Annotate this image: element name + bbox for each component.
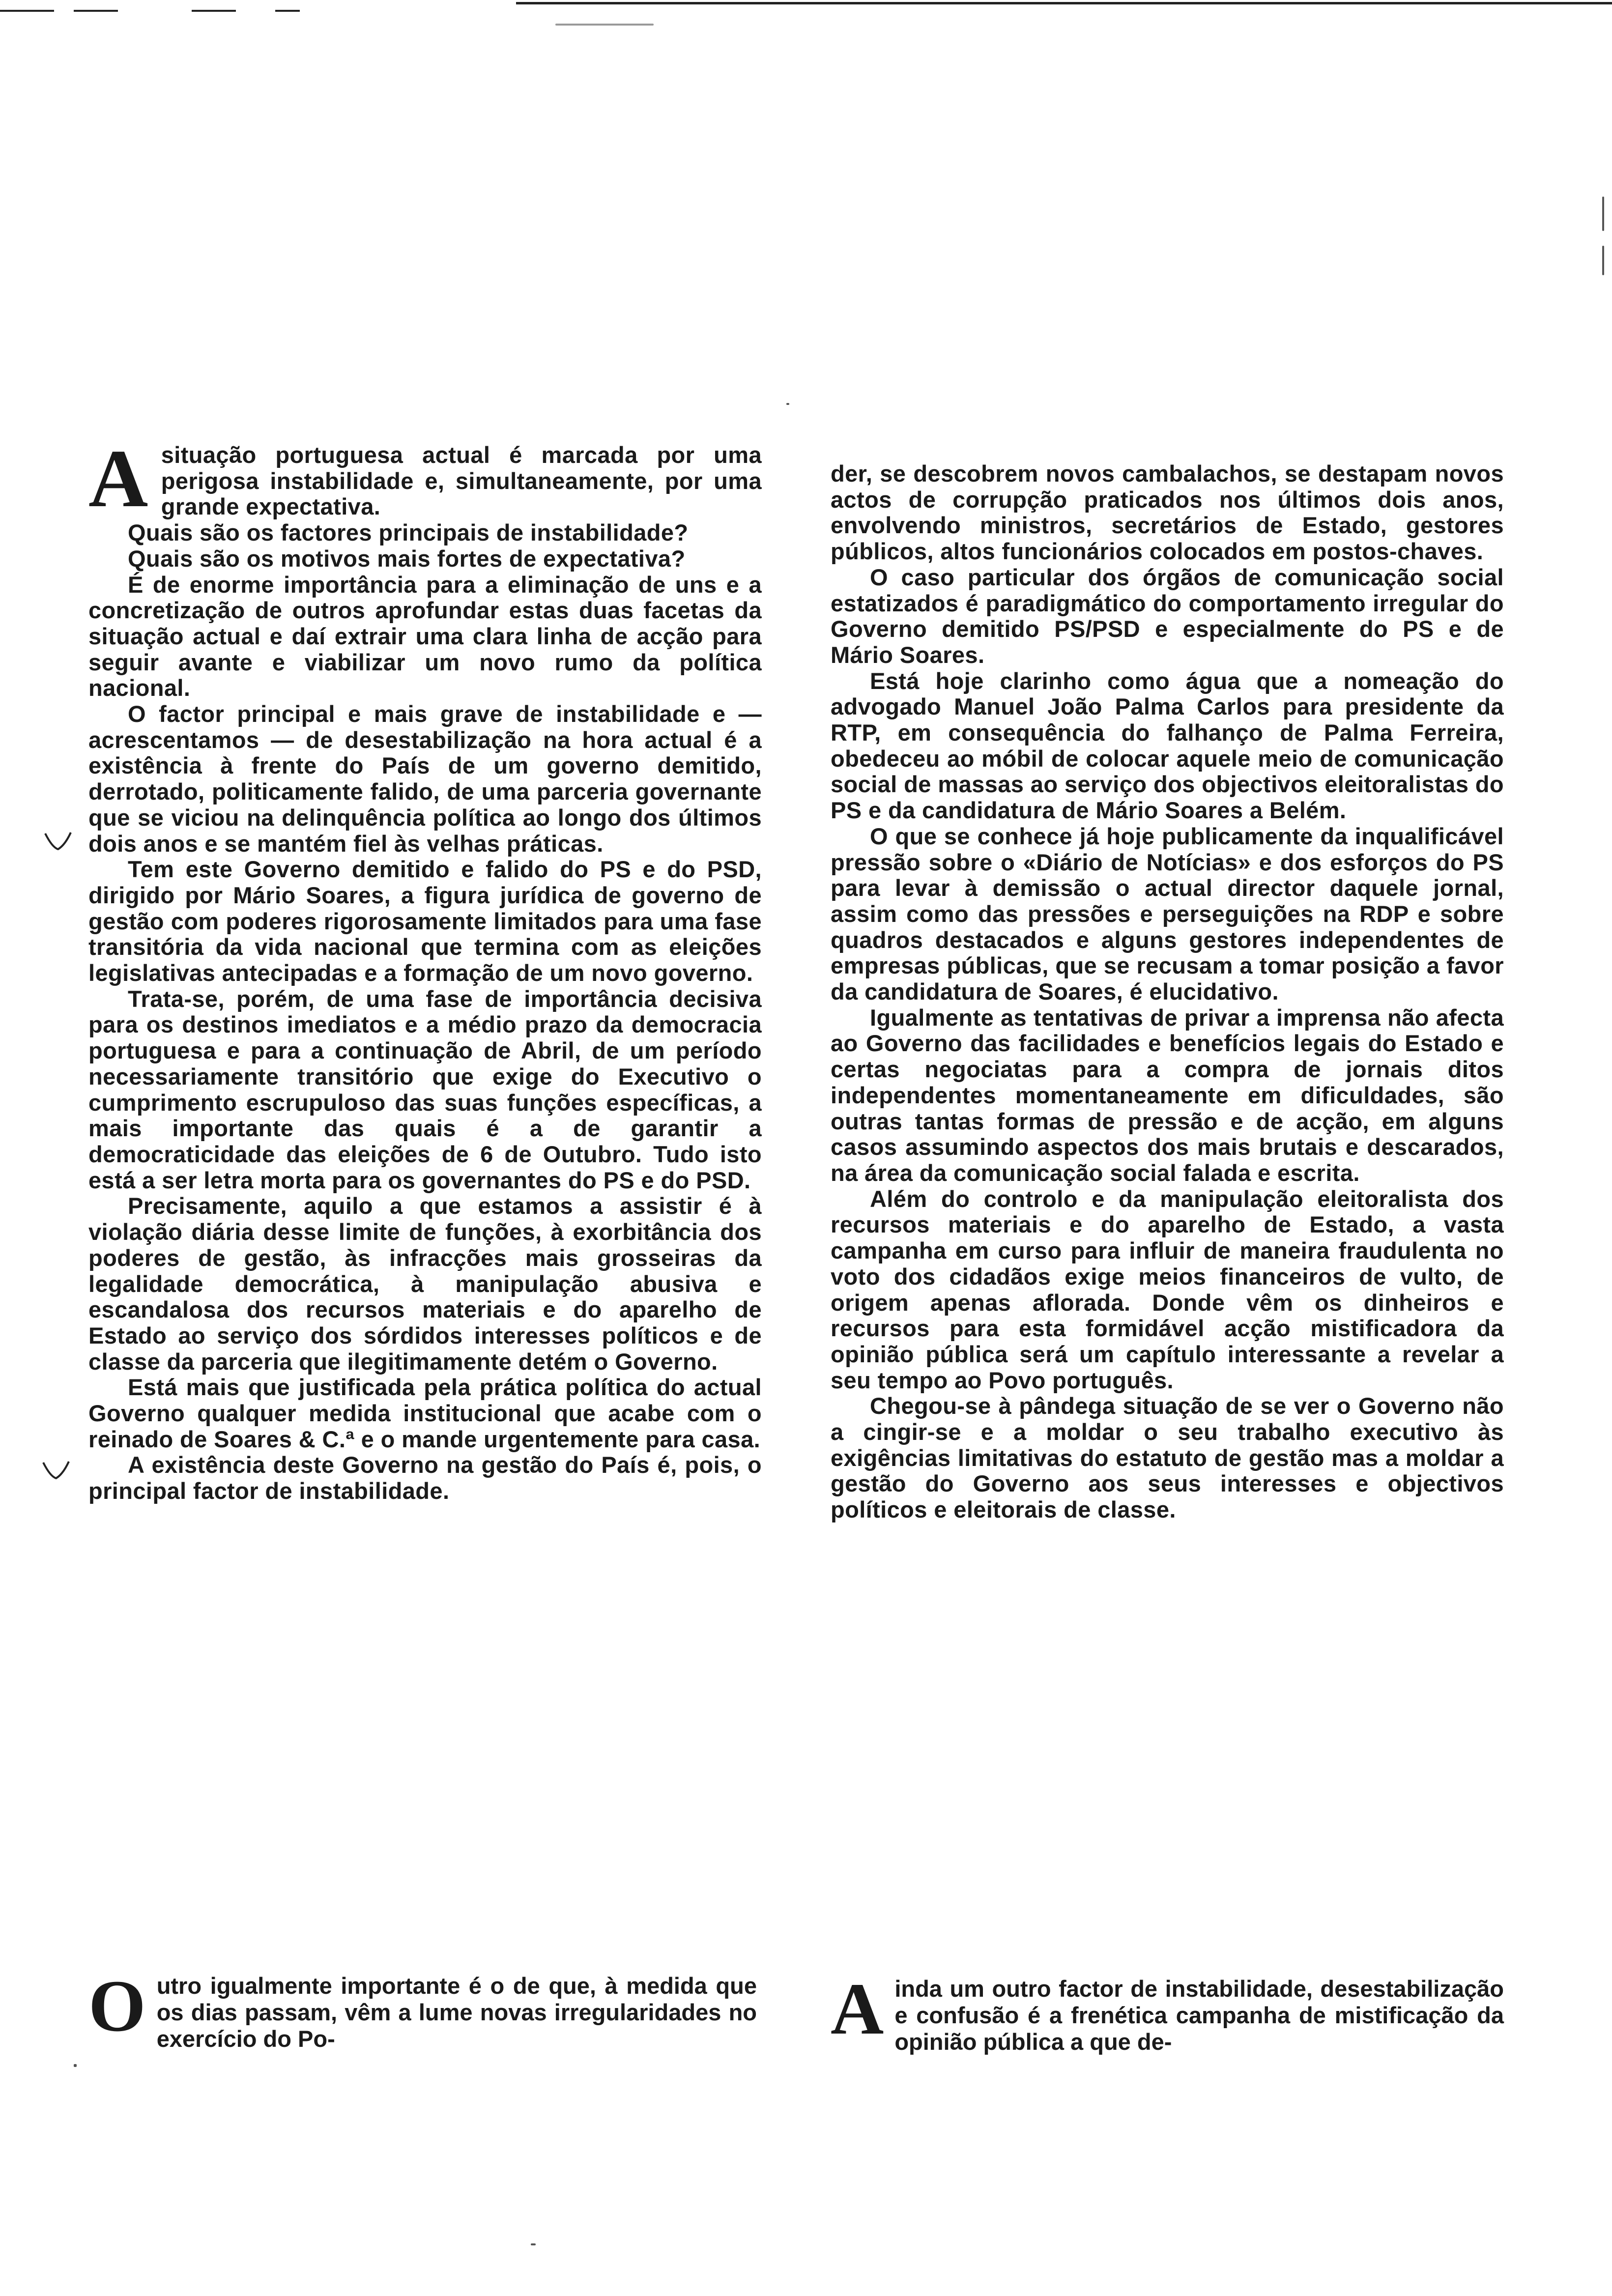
article-right-column (831, 461, 1504, 1523)
paragraph: der, se descobrem novos cambalachos, se destapam novos actos de corrupção praticados nos últimos dois anos, envolvendo ministros, secretários de Estado, gestores públicos, altos funcionários colocados em postos-chaves. (831, 460, 1504, 565)
paragraph: Chegou-se à pândega situação de se ver o Governo não a cingir-se e a moldar o seu trabalho executivo às exigências limitativas do estatuto de gestão mas a moldar a gestão do Governo aos seus interesses e objectivos políticos e eleitorais de classe. (831, 1393, 1504, 1523)
scan-edge-line (275, 10, 300, 12)
paragraph: A existência deste Governo na gestão do País é, pois, o principal factor de instabilidade. (88, 1452, 762, 1504)
paragraph: O caso particular dos órgãos de comunicação social estatizados é paradigmático do comportamento irregular do Governo demitido PS/PSD e especialmente do PS e de Mário Soares. (831, 564, 1504, 668)
scan-speck (74, 2064, 77, 2067)
paragraph: situação portuguesa actual é marcada por uma perigosa instabilidade e, simultaneamente, por uma grande expectativa. (161, 442, 762, 520)
scan-speck (1602, 197, 1604, 231)
article-left-column (88, 433, 762, 1504)
scan-edge-line (0, 10, 54, 12)
paragraph: Além do controlo e da manipulação eleitoralista dos recursos materiais e do aparelho de Estado, a vasta campanha em curso para influir de maneira fraudulenta no voto dos cidadãos exige meios financeiros de vulto, de origem apenas aflorada. Donde vêm os dinheiros e recursos para esta formidável acção mistificadora da opinião pública será um capítulo interessante a revelar a seu tempo ao Povo português. (831, 1185, 1504, 1393)
paragraph: Quais são os factores principais de instabilidade? (128, 519, 689, 546)
dropcap: A (831, 1968, 884, 2050)
dropcap: A (88, 433, 148, 524)
paragraph: inda um outro factor de instabilidade, desestabilização e confusão é a frenética campanha de mistificação da opinião pública a que de- (894, 1976, 1504, 2055)
dropcap: O (88, 1965, 146, 2047)
margin-check-mark-icon (43, 831, 73, 852)
scan-edge-line (74, 10, 118, 12)
section-start-left (88, 1965, 757, 2052)
scan-speck (786, 403, 789, 405)
scan-edge-line (192, 10, 236, 12)
paragraph: Trata-se, porém, de uma fase de importância decisiva para os destinos imediatos e a médio prazo da democracia portuguesa e para a continuação de Abril, de um período necessariamente transitório que exige do Executivo o cumprimento escrupuloso das suas funções específicas, a mais importante das quais é a de garantir a democraticidade das eleições de 6 de Outubro. Tudo isto está a ser letra morta para os governantes do PS e do PSD. (88, 985, 762, 1193)
paragraph: Está hoje clarinho como água que a nomeação do advogado Manuel João Palma Carlos para presidente da RTP, em consequência do falhanço de Palma Ferreira, obedeceu ao móbil de colocar aquele meio de comunicação social de massas ao serviço dos objectivos eleitoralistas do PS e da candidatura de Mário Soares a Belém. (831, 667, 1504, 824)
scan-speck (1602, 246, 1604, 275)
paragraph: Tem este Governo demitido e falido do PS e do PSD, dirigido por Mário Soares, a figura jurídica de governo de gestão com poderes rigorosamente limitados para uma fase transitória da vida nacional que termina com as eleições legislativas antecipadas e a formação de um novo governo. (88, 856, 762, 986)
paragraph: utro igualmente importante é o de que, à medida que os dias passam, vêm a lume novas irregularidades no exercício do Po- (156, 1973, 757, 2052)
paragraph: O que se conhece já hoje publicamente da inqualificável pressão sobre o «Diário de Notícias» e dos esforços do PS para levar à demissão o actual director daquele jornal, assim como das pressões e perseguições na RDP e sobre quadros destacados e alguns gestores independentes de empresas públicas, que se recusam a tomar posição a favor da candidatura de Soares, é elucidativo. (831, 823, 1504, 1005)
paragraph: Quais são os motivos mais fortes de expectativa? (128, 545, 686, 572)
scan-speck (555, 24, 654, 26)
paragraph: Está mais que justificada pela prática política do actual Governo qualquer medida institucional que acabe com o reinado de Soares & C.ª e o mande urgentemente para casa. (88, 1374, 762, 1452)
paragraph: Igualmente as tentativas de privar a imprensa não afecta ao Governo das facilidades e benefícios legais do Estado e certas negociatas para a compra de jornais ditos independentes momentaneamente em dificuldades, são outras tantas formas de pressão e de acção, em alguns casos assumindo aspectos dos mais brutais e descarados, na área da comunicação social falada e escrita. (831, 1004, 1504, 1186)
scan-edge-line (516, 2, 1612, 4)
margin-check-mark-icon (41, 1460, 71, 1481)
paragraph: Precisamente, aquilo a que estamos a assistir é à violação diária desse limite de funções, à exorbitância dos poderes de gestão, às infracções mais grosseiras da legalidade democrática, à manipulação abusiva e escandalosa dos recursos materiais e do aparelho de Estado ao serviço dos sórdidos interesses políticos e de classe da parceria que ilegitimamente detém o Governo. (88, 1193, 762, 1375)
section-start-right (831, 1968, 1504, 2055)
paragraph: É de enorme importância para a eliminação de uns e a concretização de outros aprofundar estas duas facetas da situação actual e daí extrair uma clara linha de acção para seguir avante e viabilizar um novo rumo da política nacional. (88, 571, 762, 701)
scan-speck (531, 2243, 536, 2245)
paragraph: O factor principal e mais grave de instabilidade e — acrescentamos — de desestabilização na hora actual é a existência à frente do País de um governo demitido, derrotado, politicamente falido, de uma parceria governante que se viciou na delinquência política ao longo dos últimos dois anos e se mantém fiel às velhas práticas. (88, 701, 762, 857)
